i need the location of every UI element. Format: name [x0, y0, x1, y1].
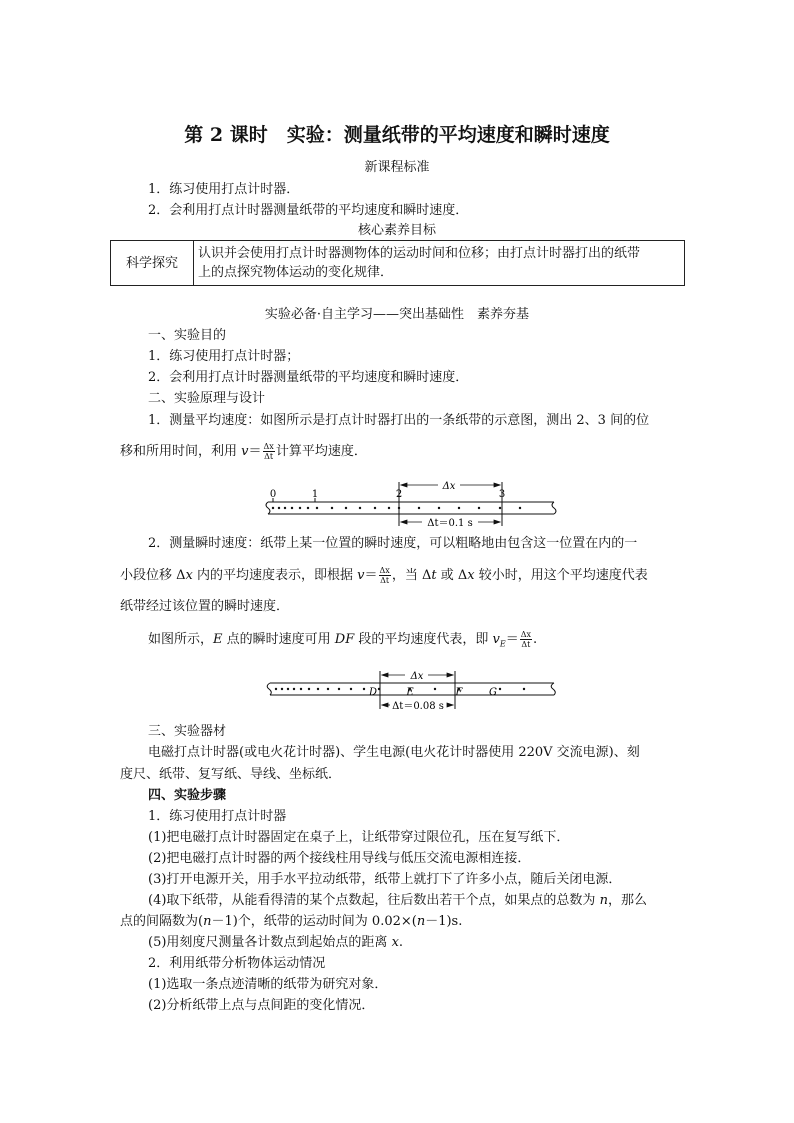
tape-label: G	[489, 687, 497, 698]
principle-p1-line1: 1．测量平均速度：如图所示是打点计时器打出的一条纸带的示意图，测出 2、3 间的位	[148, 413, 650, 428]
var-x: x	[185, 568, 193, 583]
core-table	[110, 240, 685, 286]
step-5	[148, 935, 403, 951]
text: 小段位移 Δ	[120, 568, 186, 583]
var-x: x	[391, 935, 399, 950]
steps-sub1: 1．练习使用打点计时器	[148, 809, 287, 824]
tape-dots	[272, 507, 521, 509]
var-t: t	[431, 568, 437, 583]
var-v: v	[357, 568, 365, 583]
tape-label: 0	[269, 489, 277, 500]
text: ＝	[248, 444, 262, 459]
tape-label: 1	[311, 489, 319, 500]
steps-heading: 四、实验步骤	[148, 788, 227, 803]
fraction	[379, 566, 391, 585]
subscript-E: E	[499, 639, 506, 649]
text: 内的平均速度表示，即根据	[192, 568, 358, 583]
standard-item: 2．会利用打点计时器测量纸带的平均速度和瞬时速度．	[148, 203, 469, 218]
fraction-denominator: Δt	[521, 640, 531, 649]
tape-outline	[266, 502, 556, 514]
tape-label: F	[455, 687, 463, 698]
equipment-heading: 三、实验器材	[148, 724, 227, 739]
fraction	[263, 442, 275, 461]
text: ，当 Δ	[391, 568, 432, 583]
text: ＝	[505, 632, 519, 647]
principle-p1-line2	[120, 442, 367, 461]
tape-dots	[275, 688, 525, 690]
text: ，那么	[607, 893, 647, 908]
step-4-line2	[120, 914, 462, 930]
text: (4)取下纸带，从能看得清的某个点数起，往后数出若干个点，如果点的总数为	[148, 893, 600, 908]
text: .	[398, 935, 404, 950]
principle-p2-line3: 纸带经过该位置的瞬时速度．	[120, 599, 290, 614]
text: (5)用刻度尺测量各计数点到起始点的距离	[148, 935, 392, 950]
var-E: E	[213, 632, 223, 647]
standard-item: 1．练习使用打点计时器．	[148, 182, 300, 197]
step-1: (1)把电磁打点计时器固定在桌子上，让纸带穿过限位孔，压在复写纸下．	[148, 830, 570, 845]
core-line: 认识并会使用打点计时器测物体的运动时间和位移；由打点计时器打出的纸带	[198, 246, 641, 261]
purpose-heading: 一、实验目的	[148, 328, 227, 343]
principle-p3	[148, 630, 537, 653]
standards-heading: 新课程标准	[364, 160, 430, 175]
analysis-step-1: (1)选取一条点迹清晰的纸带为研究对象．	[148, 977, 388, 992]
var-x: x	[467, 568, 475, 583]
text: 计算平均速度．	[275, 444, 367, 459]
equipment-line1: 电磁打点计时器(或电火花计时器)、学生电源(电火花计时器使用 220V 交流电源)、刻	[148, 745, 640, 760]
core-line: 上的点探究物体运动的变化规律．	[198, 265, 394, 280]
text: .	[533, 632, 538, 647]
dt-label: Δt＝0.08 s	[392, 701, 444, 712]
var-n: n	[416, 914, 426, 929]
tape-label: 2	[395, 489, 403, 500]
fraction-numerator: Δx	[520, 630, 532, 639]
var-n: n	[203, 914, 212, 929]
var-n: n	[599, 893, 608, 908]
core-label: 科学探究	[111, 241, 194, 286]
fraction-numerator: Δx	[379, 566, 390, 575]
tape-label: D	[368, 687, 378, 698]
tape-label: 3	[498, 489, 506, 500]
fraction-denominator: Δt	[380, 576, 390, 585]
var-DF: DF	[334, 632, 355, 647]
text: 段的平均速度代表，即	[354, 632, 493, 647]
core-heading: 核心素养目标	[357, 223, 436, 238]
equipment-line2: 度尺、纸带、复写纸、导线、坐标纸．	[120, 767, 342, 782]
text: 或 Δ	[436, 568, 468, 583]
fraction-numerator: Δx	[263, 442, 274, 451]
text: 点的瞬时速度可用	[222, 632, 335, 647]
tape-label: E	[406, 687, 414, 698]
step-4-line1	[148, 893, 647, 909]
dx-label: Δx	[442, 481, 456, 492]
fraction	[520, 630, 532, 649]
text: －1)个，纸带的运动时间为 0.02×(	[211, 914, 417, 929]
text: －1)s.	[425, 914, 463, 929]
tape-figure-2	[262, 667, 564, 715]
page-title: 第 2 课时 实验：测量纸带的平均速度和瞬时速度	[184, 124, 610, 146]
step-2: (2)把电磁打点计时器的两个接线柱用导线与低压交流电源相连接．	[148, 851, 531, 866]
principle-p2-line1: 2．测量瞬时速度：纸带上某一位置的瞬时速度，可以粗略地由包含这一位置在内的一	[148, 536, 638, 551]
fraction-denominator: Δt	[264, 452, 274, 461]
dt-label: Δt＝0.1 s	[427, 518, 473, 529]
principle-heading: 二、实验原理与设计	[148, 391, 266, 406]
text: 较小时，用这个平均速度代表	[474, 568, 648, 583]
purpose-item: 2．会利用打点计时器测量纸带的平均速度和瞬时速度．	[148, 370, 469, 385]
text: 点的间隔数为(	[120, 914, 204, 929]
steps-sub2: 2．利用纸带分析物体运动情况	[148, 956, 326, 971]
var-v: v	[241, 444, 249, 459]
purpose-item: 1．练习使用打点计时器；	[148, 349, 300, 364]
section-heading: 实验必备·自主学习——突出基础性 素养夯基	[264, 307, 530, 322]
step-3: (3)打开电源开关，用手水平拉动纸带，纸带上就打下了许多小点，随后关闭电源．	[148, 872, 622, 887]
dx-label: Δx	[410, 671, 424, 682]
text: 如图所示，	[148, 632, 214, 647]
tape-figure-1	[262, 476, 562, 532]
principle-p2-line2	[120, 566, 648, 585]
text: 移和所用时间，利用	[120, 444, 242, 459]
analysis-step-2: (2)分析纸带上点与点间距的变化情况．	[148, 998, 375, 1013]
var-v: v	[492, 632, 500, 647]
core-content	[194, 241, 685, 286]
text: ＝	[364, 568, 378, 583]
